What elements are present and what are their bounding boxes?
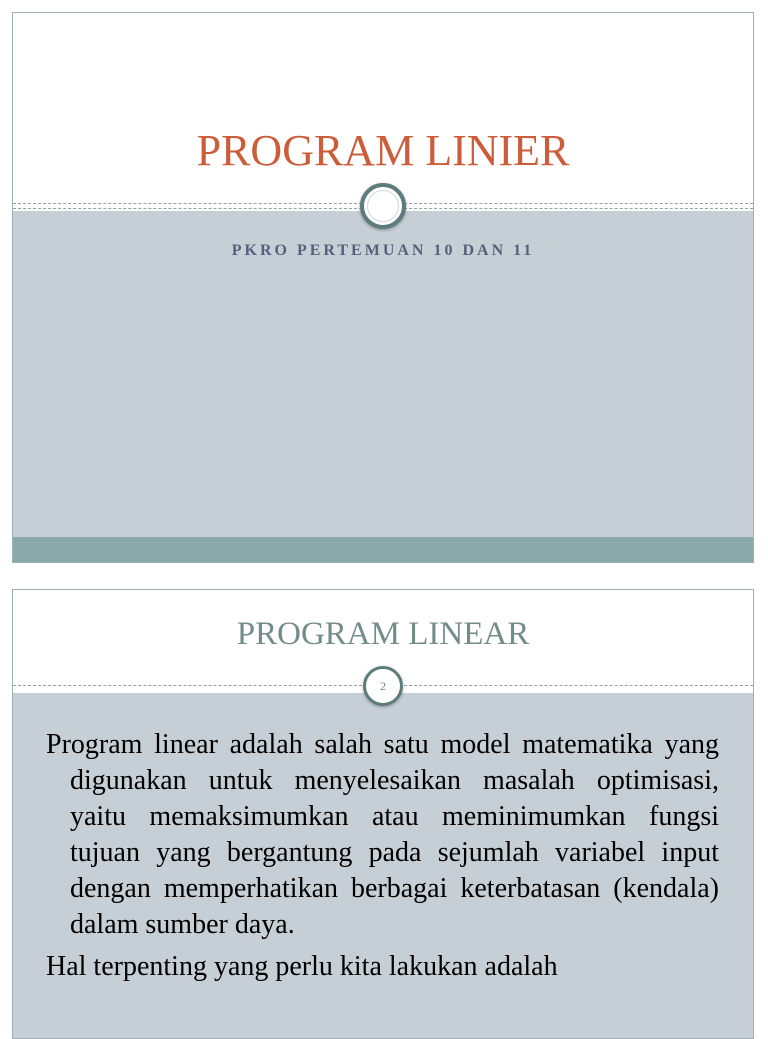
slide-body: [46, 727, 719, 985]
slide-title: PROGRAM LINEAR: [236, 616, 530, 652]
footer-bar: [13, 537, 753, 563]
body-paragraph: Hal terpenting yang perlu kita lakukan adalah: [46, 951, 558, 982]
slide-title: PROGRAM LINIER: [196, 126, 570, 175]
slide-number-badge: 2: [363, 666, 403, 706]
body-paragraph: Program linear adalah salah satu model matematika yang digunakan untuk menyelesaikan masalah optimisasi, yaitu memaksimumkan atau meminimumkan fungsi tujuan yang bergantung pada sejumlah variabel input dengan memperhatikan berbagai keterbatasan (kendala) dalam sumber daya.: [46, 729, 719, 940]
title-slide: [12, 12, 754, 563]
slide-subtitle: PKRO PERTEMUAN 10 DAN 11: [231, 242, 535, 259]
circle-ornament-icon: [360, 183, 406, 229]
content-slide: [12, 589, 754, 1039]
